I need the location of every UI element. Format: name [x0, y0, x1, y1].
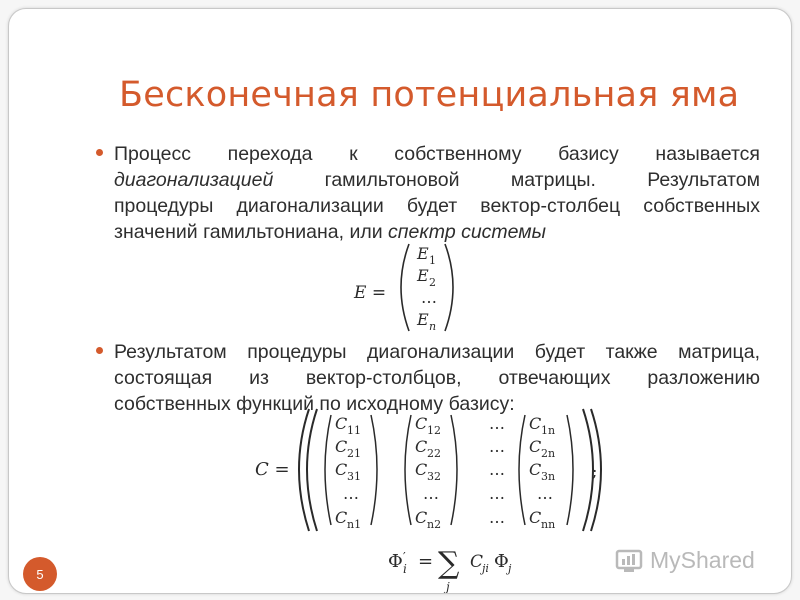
matrix-entry-subscript: 31 [347, 470, 361, 483]
phi-lhs: Φ [388, 551, 403, 572]
bullet1-line3: процедуры диагонализации будет вектор-столбец собственных [114, 195, 760, 217]
matrix-entry-subscript: 11 [347, 424, 361, 437]
matrix-ellipsis: … [423, 484, 439, 503]
matrix-entry-subscript: 3n [541, 470, 556, 483]
coef-C-subscript: ji [482, 562, 489, 575]
bullet-paragraph-1 [114, 141, 760, 245]
left-paren [401, 244, 409, 331]
matrix-entry: C [335, 508, 348, 527]
outer-left-paren [307, 409, 317, 531]
formula-energy-vector [349, 239, 479, 339]
watermark [615, 547, 755, 574]
sum-index: j [446, 580, 450, 594]
bullet1-line4-text: значений гамильтониана, или [114, 221, 389, 243]
phi-lhs-subscript: i [403, 562, 407, 576]
matrix-entry-subscript: nn [541, 518, 556, 531]
matrix-entry-subscript: 32 [427, 470, 441, 483]
italic-term-spectrum: спектр системы [388, 221, 547, 243]
formula-C-lhs: C = [255, 459, 290, 480]
right-paren [445, 244, 453, 331]
equals-sign: = [418, 551, 434, 572]
subscript: n [429, 320, 437, 333]
vector-entry-ellipsis: … [421, 288, 437, 307]
column-1-right-paren [371, 415, 377, 525]
matrix-entry: C [335, 460, 348, 479]
matrix-ellipsis: … [343, 484, 359, 503]
italic-term-diagonalization: диагонализацией [114, 169, 274, 191]
matrix-entry: C [529, 508, 542, 527]
vector-entry: E [417, 244, 429, 263]
bullet1-line2 [114, 167, 760, 193]
matrix-entry: C [529, 460, 542, 479]
bullet-dot [96, 347, 103, 354]
bullet-dot [96, 149, 103, 156]
formula-semicolon: ; [592, 462, 598, 481]
matrix-entry: C [529, 414, 542, 433]
column-1-left-paren [325, 415, 331, 525]
matrix-entry: C [335, 414, 348, 433]
phi-rhs-subscript: j [508, 562, 512, 575]
matrix-ellipsis: … [489, 414, 505, 433]
matrix-entry-subscript: 2n [541, 447, 556, 460]
slide-title: Бесконечная потенциальная яма [119, 75, 740, 115]
bullet2-line1: Результатом процедуры диагонализации будет также матрица, [114, 341, 760, 363]
page-number-badge: 5 [23, 557, 57, 591]
bullet1-line1: Процесс перехода к собственному базису называется [114, 143, 760, 165]
matrix-ellipsis: … [489, 460, 505, 479]
myshared-logo-icon [615, 548, 645, 574]
column-2-left-paren [405, 415, 411, 525]
subscript: 1 [429, 254, 436, 267]
matrix-entry-subscript: 12 [427, 424, 441, 437]
formula-phi-expansion [384, 537, 534, 594]
slide [8, 8, 792, 594]
matrix-ellipsis: … [489, 437, 505, 456]
formula-E-lhs: E = [354, 283, 387, 303]
column-n-left-paren [519, 415, 525, 525]
matrix-entry: C [335, 437, 348, 456]
matrix-entry-subscript: 22 [427, 447, 441, 460]
bullet2-line2: состоящая из вектор-столбцов, отвечающих разложению [114, 367, 760, 389]
column-2-right-paren [451, 415, 457, 525]
subscript: 2 [429, 276, 436, 289]
matrix-entry-subscript: n2 [427, 518, 442, 531]
phi-prime: ′ [403, 550, 406, 564]
formula-coefficient-matrix [249, 407, 619, 537]
coef-C: C [470, 552, 484, 572]
matrix-entry: C [529, 437, 542, 456]
matrix-entry-subscript: 1n [541, 424, 556, 437]
matrix-ellipsis: … [537, 484, 553, 503]
bullet-paragraph-2 [114, 339, 760, 417]
matrix-entry: C [415, 437, 428, 456]
sum-sign: ∑ [438, 546, 460, 581]
column-n-right-paren [567, 415, 573, 525]
matrix-entry: C [415, 414, 428, 433]
watermark-text: MyShared [650, 547, 755, 573]
matrix-entry: C [415, 508, 428, 527]
matrix-ellipsis: … [489, 484, 505, 503]
vector-entry: E [417, 310, 429, 329]
phi-rhs: Φ [494, 551, 509, 572]
matrix-entry-subscript: 21 [347, 447, 361, 460]
bullet1-line2-rest: гамильтоновой матрицы. Результатом [273, 169, 760, 191]
matrix-ellipsis: … [489, 508, 505, 527]
bullet2-line3: собственных функций по исходному базису: [114, 393, 515, 415]
matrix-entry: C [415, 460, 428, 479]
vector-entry: E [417, 266, 429, 285]
matrix-entry-subscript: n1 [347, 518, 362, 531]
